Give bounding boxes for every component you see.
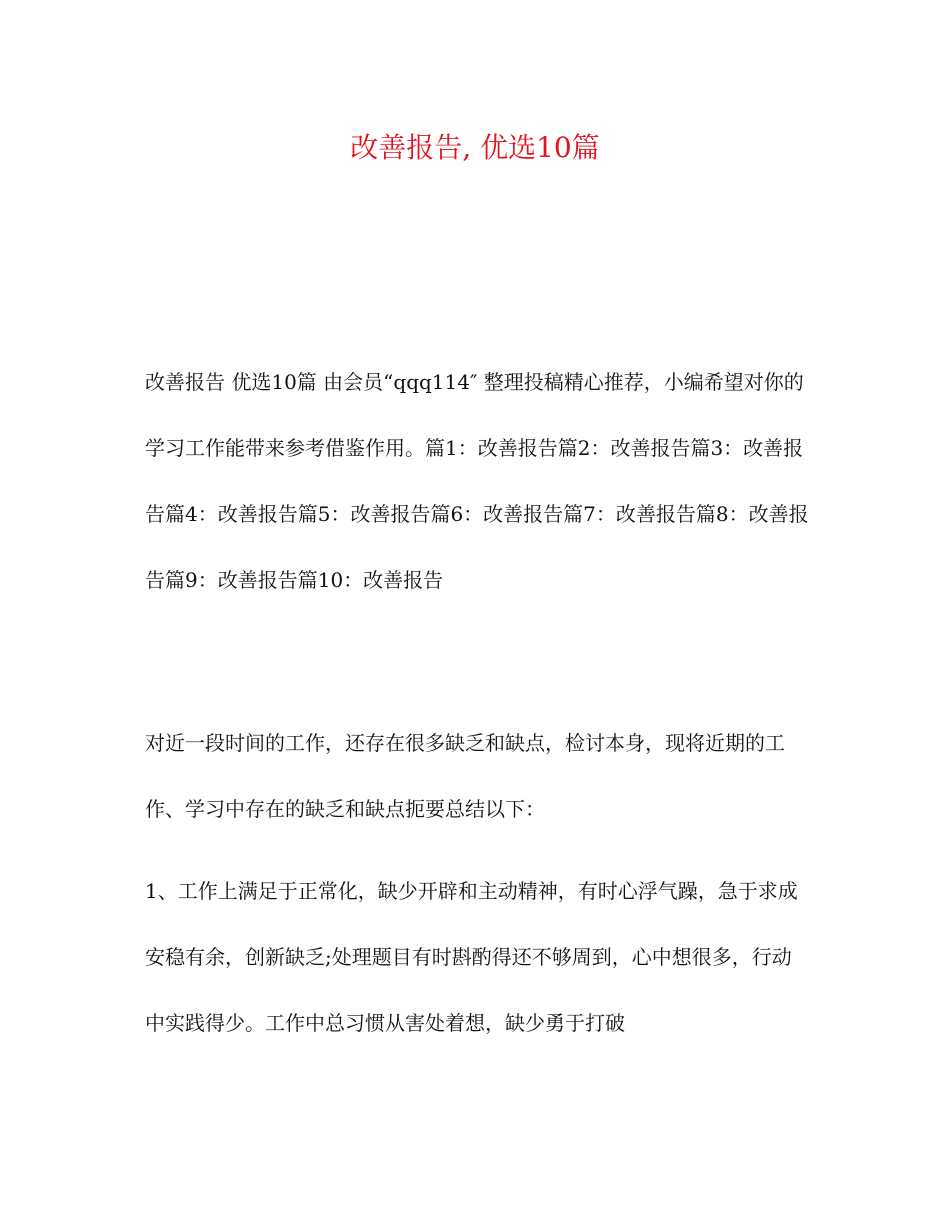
point-1-paragraph: 1、工作上满足于正常化，缺少开辟和主动精神，有时心浮气躁，急于求成安稳有余，创新缺乏;处理题目有时斟酌得还不够周到，心中想很多，行动中实践得少。工作中总习惯从害处着想，缺少勇于打破 [145,879,798,1035]
intro-paragraph: 改善报告 优选10篇 由会员“qqq114″ 整理投稿精心推荐，小编希望对你的学习工作能带来参考借鉴作用。篇1：改善报告篇2：改善报告篇3：改善报告篇4：改善报告篇5：改善报告篇6：改善报告篇7：改善报告篇8：改善报告篇9：改善报告篇10：改善报告 [145,370,809,592]
summary-paragraph: 对近一段时间的工作，还存在很多缺乏和缺点，检讨本身，现将近期的工作、学习中存在的缺乏和缺点扼要总结以下： [145,731,785,821]
document-title: 改善报告, 优选10篇 [350,131,600,164]
